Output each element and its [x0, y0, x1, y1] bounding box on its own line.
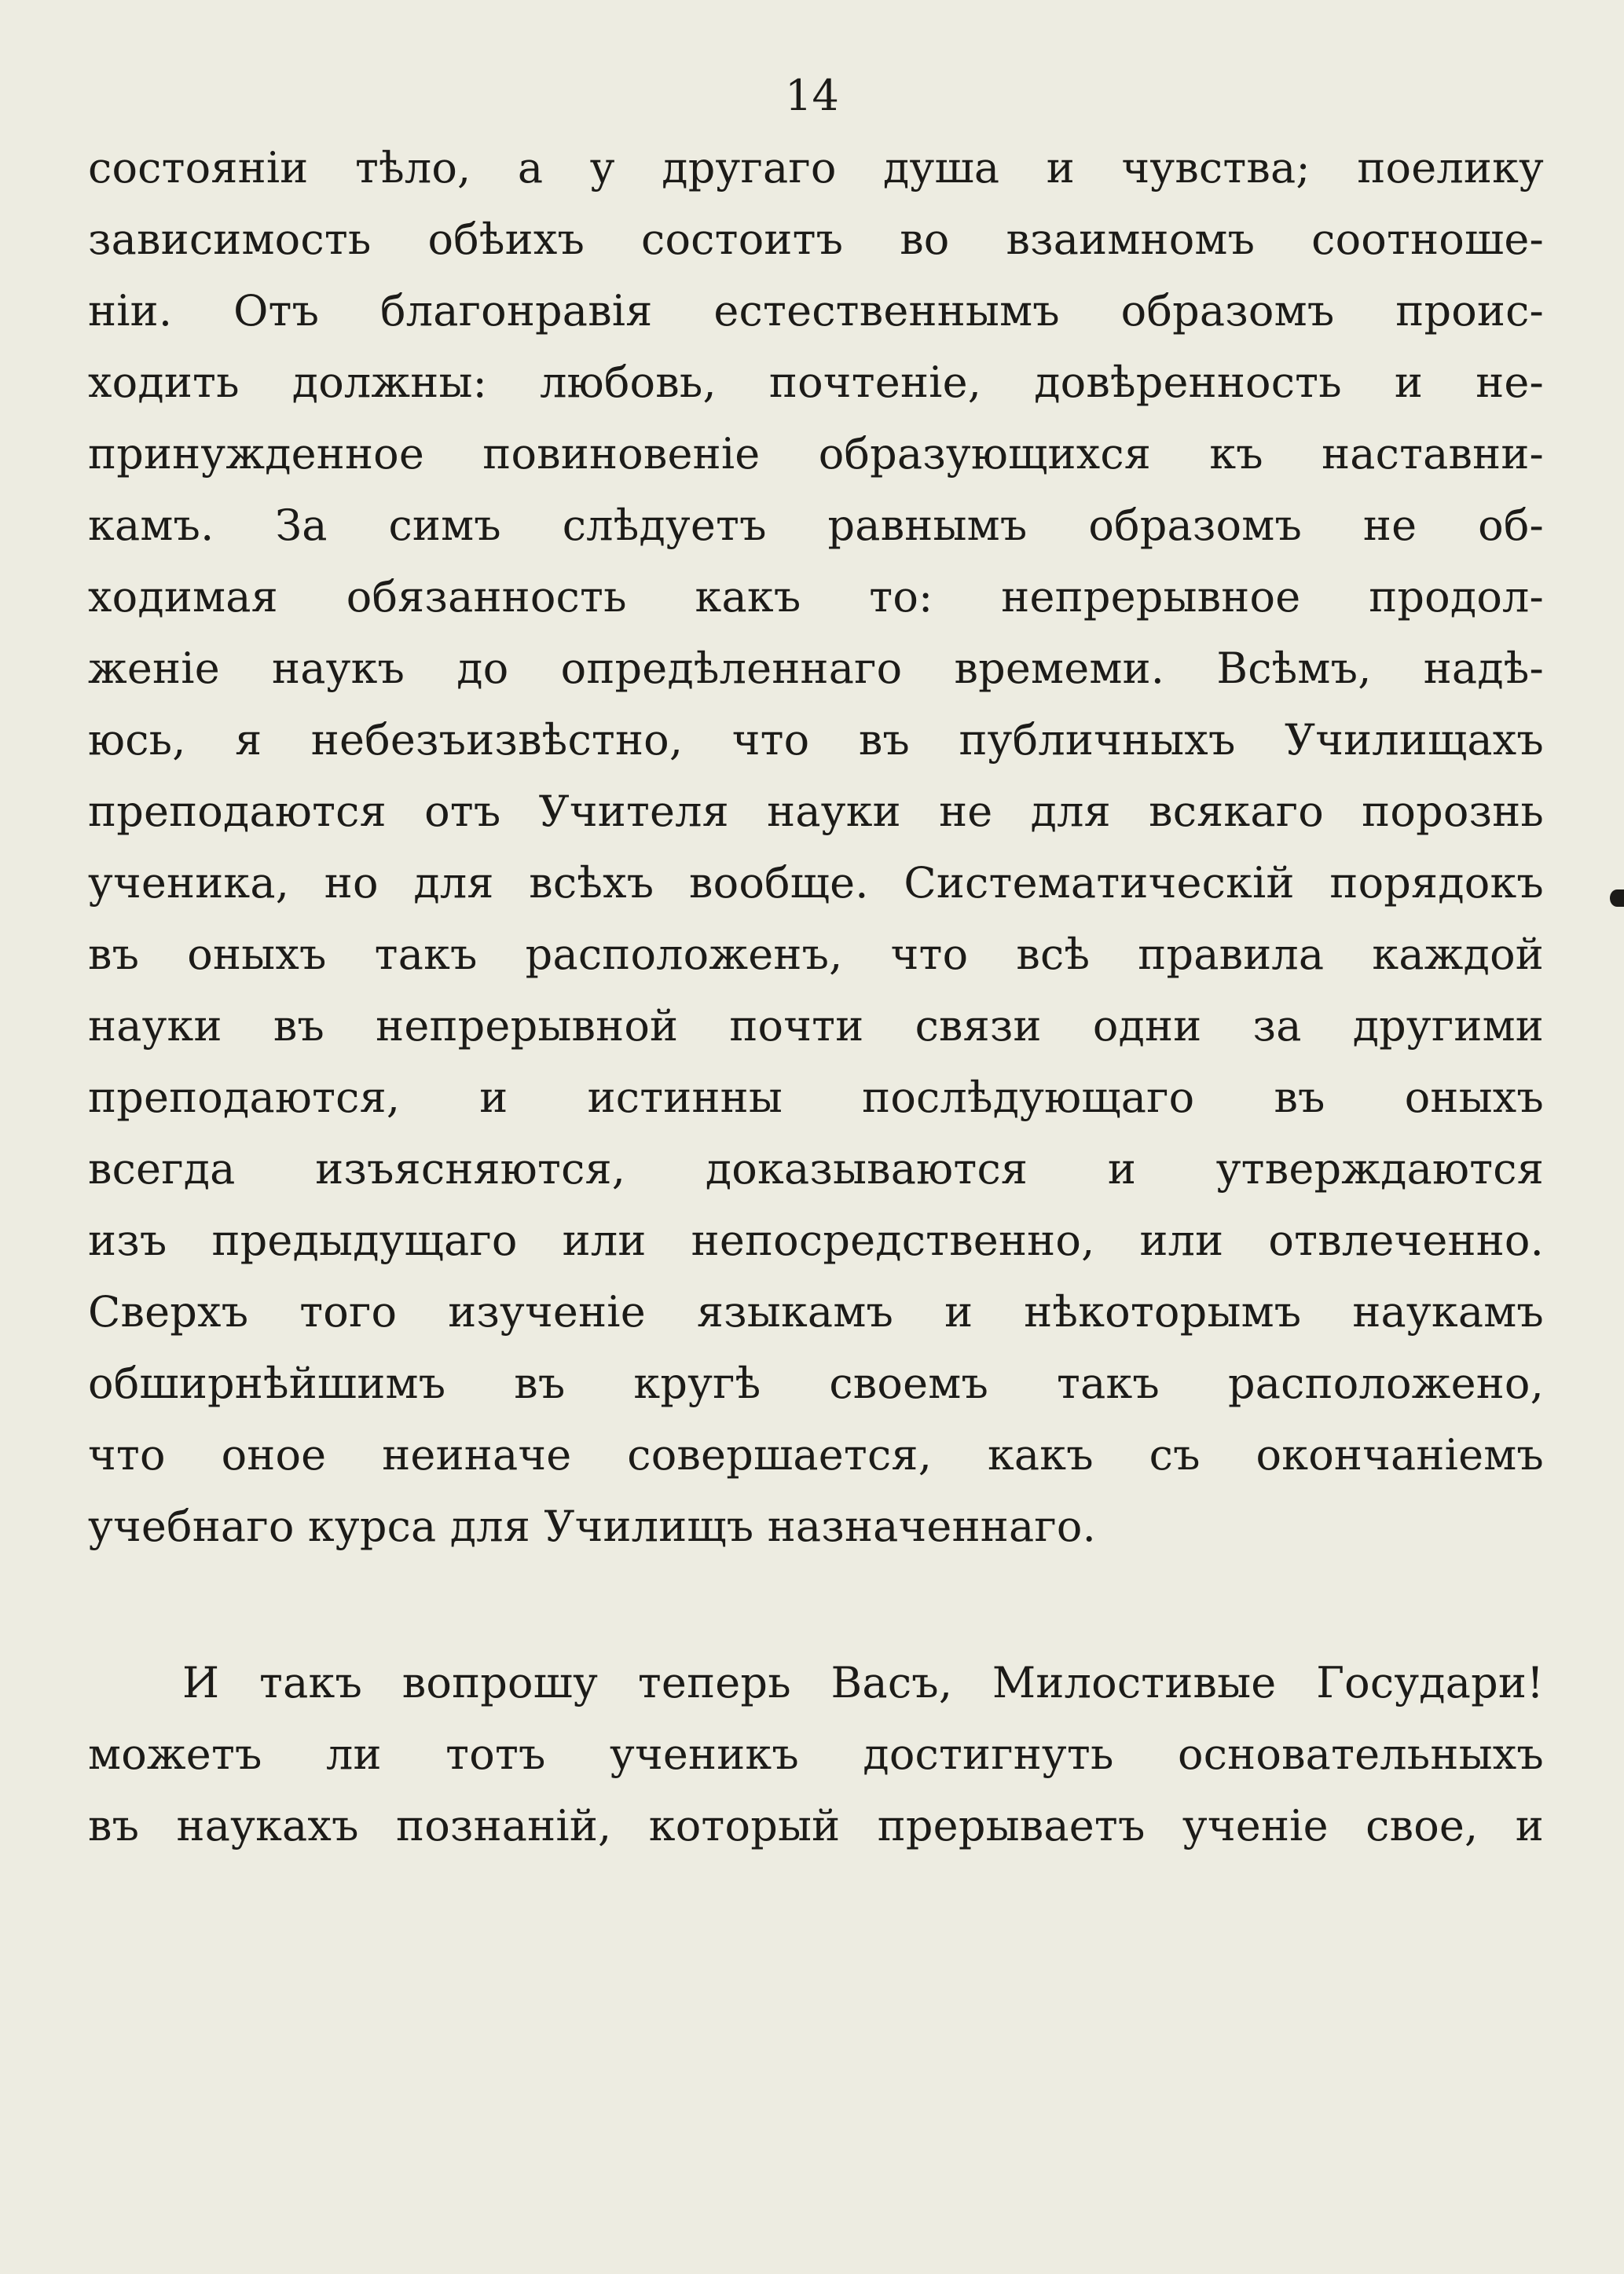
page-number: 14	[785, 71, 839, 120]
text-line: всегда изъясняются, доказываются и утверждаются	[88, 1144, 1544, 1194]
text-line: въ оныхъ такъ расположенъ, что всѣ правила каждой	[88, 930, 1544, 979]
text-line: женіе наукъ до опредѣленнаго времеми. Всѣмъ, надѣ-	[88, 644, 1544, 693]
text-line: Сверхъ того изученіе языкамъ и нѣкоторымъ наукамъ	[88, 1287, 1544, 1337]
text-line: состояніи тѣло, а у другаго душа и чувства; поелику	[88, 143, 1544, 193]
text-line: учебнаго курса для Училищъ назначеннаго.	[88, 1502, 1096, 1551]
ink-mark	[1610, 889, 1624, 907]
text-line: ходить должны: любовь, почтеніе, довѣренность и не-	[88, 358, 1544, 407]
text-line: изъ предыдущаго или непосредственно, или отвлеченно.	[88, 1216, 1544, 1265]
text-line: зависимость обѣихъ состоитъ во взаимномъ соотноше-	[88, 215, 1544, 264]
text-line: можетъ ли тотъ ученикъ достигнуть основательныхъ	[88, 1729, 1544, 1779]
text-line: преподаются, и истинны послѣдующаго въ оныхъ	[88, 1073, 1544, 1122]
text-line: камъ. За симъ слѣдуетъ равнымъ образомъ не об-	[88, 501, 1544, 550]
text-line: науки въ непрерывной почти связи одни за другими	[88, 1001, 1544, 1051]
text-line: ходимая обязанность какъ то: непрерывное продол-	[88, 572, 1544, 622]
text-line: въ наукахъ познаній, который прерываетъ ученіе свое, и	[88, 1801, 1544, 1850]
text-line: ученика, но для всѣхъ вообще. Систематическій порядокъ	[88, 858, 1544, 908]
text-line: ніи. Отъ благонравія естественнымъ образомъ проис-	[88, 286, 1544, 336]
text-line: принужденное повиновеніе образующихся къ наставни-	[88, 429, 1544, 479]
text-line: И такъ вопрошу теперь Васъ, Милостивые Государи!	[182, 1658, 1544, 1707]
text-line: что оное неиначе совершается, какъ съ окончаніемъ	[88, 1430, 1544, 1480]
text-line: преподаются отъ Учителя науки не для всякаго порознь	[88, 787, 1544, 836]
text-line: обширнѣйшимъ въ кругѣ своемъ такъ расположено,	[88, 1359, 1544, 1408]
text-line: юсь, я небезъизвѣстно, что въ публичныхъ Училищахъ	[88, 715, 1544, 765]
